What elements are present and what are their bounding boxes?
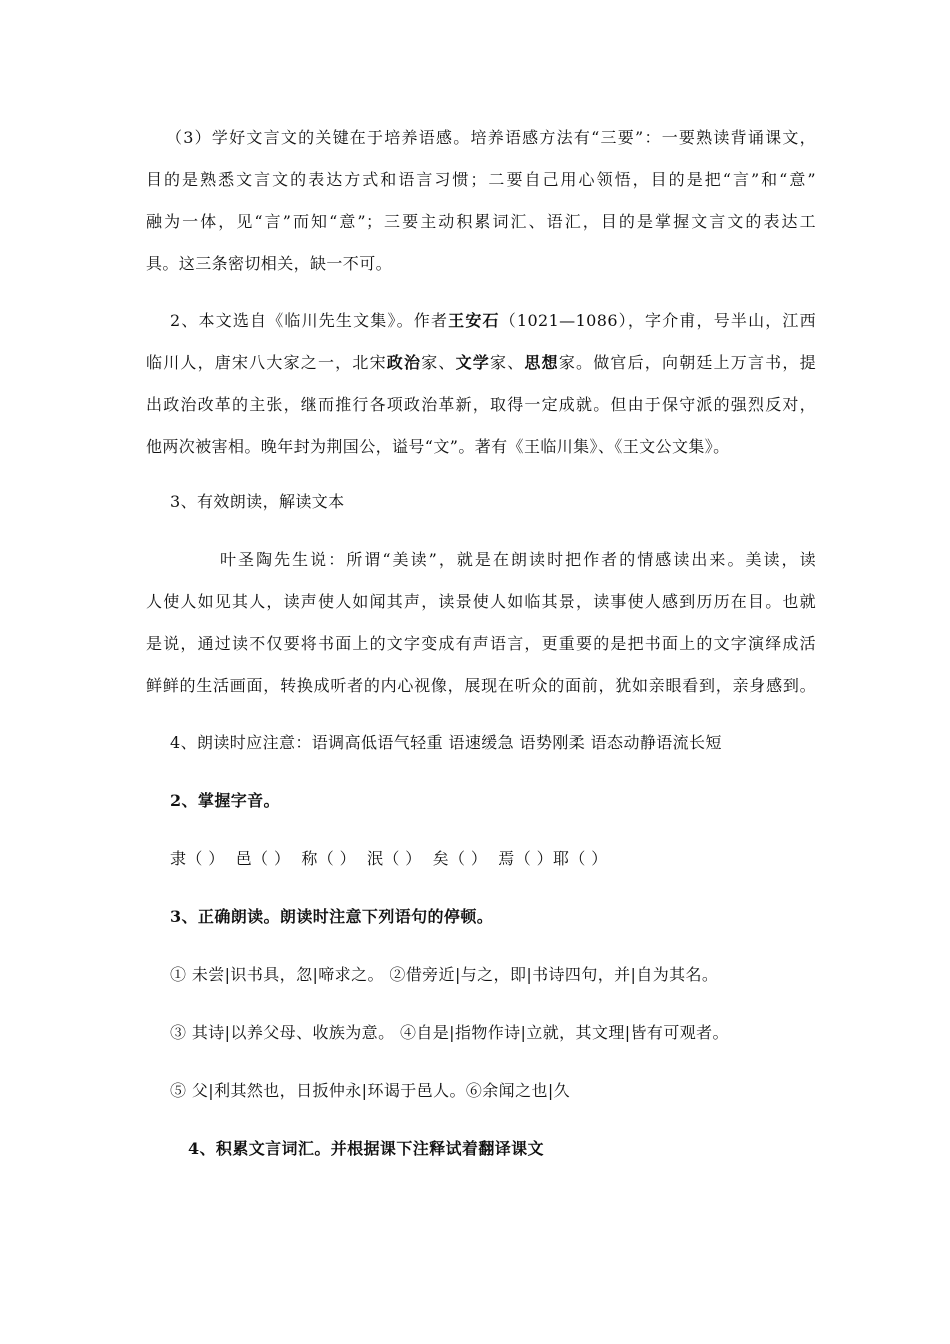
- para3-line4: 鲜鲜的生活画面，转换成听者的内心视像，展现在听众的面前，犹如亲眼看到，亲身感到。: [146, 676, 816, 695]
- para2-text: 家。做官后，向朝廷上万言书，提: [558, 353, 816, 372]
- section-reading-title: 3、正确朗读。朗读时注意下列语句的停顿。: [170, 907, 494, 926]
- character-list: 隶（ ） 邑（ ） 称（ ） 泯（ ） 矣（ ） 焉（ ）耶（ ）: [170, 849, 608, 868]
- pause-line-2: ③ 其诗|以养父母、收族为意。 ④自是|指物作诗|立就，其文理|皆有可观者。: [170, 1023, 729, 1042]
- para1-line4: 具。这三条密切相关，缺一不可。: [146, 254, 393, 273]
- heading-effective-reading: 3、有效朗读，解读文本: [170, 492, 345, 511]
- para2-line3: 出政治改革的主张，继而推行各项政治革新，取得一定成就。但由于保守派的强烈反对，: [146, 395, 816, 414]
- para2-text: 家、: [421, 353, 456, 372]
- keyword-literature: 文学: [455, 353, 490, 372]
- para2-text: 临川人，唐宋八大家之一，北宋: [146, 353, 387, 372]
- para3-line2: 人使人如见其人，读声使人如闻其声，读景使人如临其景，读事使人感到历历在目。也就: [146, 592, 816, 611]
- para2-text: 2、本文选自《临川先生文集》。作者: [170, 311, 449, 330]
- pause-line-3: ⑤ 父|利其然也，日扳仲永|环谒于邑人。⑥余闻之也|久: [170, 1081, 571, 1100]
- section-vocabulary-title: 4、积累文言词汇。并根据课下注释试着翻译课文: [188, 1139, 544, 1158]
- para1-line3: 融为一体，见“言”而知“意”；三要主动积累词汇、语汇，目的是掌握文言文的表达工: [146, 212, 816, 231]
- reading-notes: 4、朗读时应注意：语调高低语气轻重 语速缓急 语势刚柔 语态动静语流长短: [170, 733, 722, 752]
- author-name: 王安石: [448, 311, 500, 330]
- para1-line2: 目的是熟悉文言文的表达方式和语言习惯；二要自己用心领悟，目的是把“言”和“意”: [146, 170, 816, 189]
- para2-text: 家、: [490, 353, 525, 372]
- para2-line1: [170, 311, 816, 331]
- para3-line3: 是说，通过读不仅要将书面上的文字变成有声语言，更重要的是把书面上的文字演绎成活: [146, 634, 816, 653]
- para2-text: （1021—1086），字介甫，号半山，江西: [499, 311, 816, 330]
- para3-line1: 叶圣陶先生说：所谓“美读”，就是在朗读时把作者的情感读出来。美读，读: [220, 550, 816, 569]
- para2-line4: 他两次被害相。晚年封为荆国公，谥号“文”。著有《王临川集》、《王文公文集》。: [146, 437, 730, 456]
- pause-line-1: ① 未尝|识书具，忽|啼求之。 ②借旁近|与之，即|书诗四句，并|自为其名。: [170, 965, 719, 984]
- section-pronunciation-title: 2、掌握字音。: [170, 791, 280, 810]
- keyword-politics: 政治: [386, 353, 422, 372]
- para2-line2: [146, 353, 816, 373]
- keyword-thought: 思想: [524, 353, 559, 372]
- para1-line1: （3）学好文言文的关键在于培养语感。培养语感方法有“三要”：一要熟读背诵课文，: [166, 128, 816, 147]
